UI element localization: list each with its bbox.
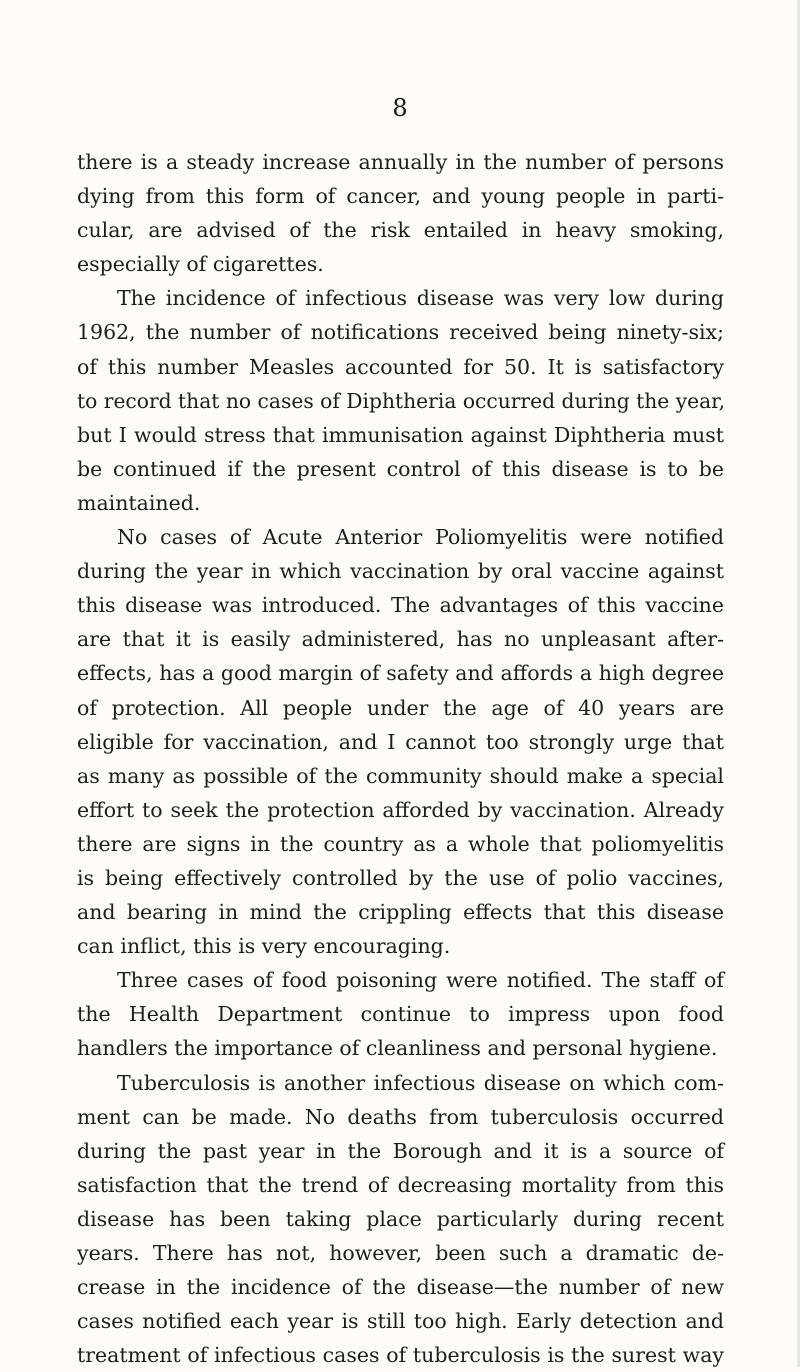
text-line: of this number Measles accounted for 50. It is satisfactory [77, 354, 724, 379]
text-line: effort to seek the protection afforded by vaccination. Already [77, 797, 724, 822]
text-line: The incidence of infectious disease was very low during [117, 286, 724, 311]
text-line: treatment of infectious cases of tuberculosis is the surest way [77, 1343, 724, 1368]
text-line: years. There has not, however, been such a dramatic de- [77, 1241, 724, 1265]
text-line: can inflict, this is very encouraging. [77, 934, 451, 959]
text-line: as many as possible of the community should make a special [77, 763, 724, 788]
text-line: satisfaction that the trend of decreasing mortality from this [77, 1172, 724, 1197]
page-number: 8 [392, 94, 408, 122]
text-line: disease has been taking place particularly during recent [77, 1206, 724, 1231]
text-line: eligible for vaccination, and I cannot too strongly urge that [77, 729, 724, 754]
text-line: to record that no cases of Diphtheria occurred during the year, [77, 388, 726, 413]
text-line: 1962, the number of notifications received being ninety-six; [77, 320, 724, 345]
text-line: be continued if the present control of this disease is to be [77, 456, 724, 481]
text-line: the Health Department continue to impress upon food [77, 1002, 724, 1027]
text-line: handlers the importance of cleanliness and personal hygiene. [77, 1036, 718, 1061]
text-line: there is a steady increase annually in the number of persons [77, 150, 724, 174]
text-line: dying from this form of cancer, and young people in parti- [77, 184, 724, 209]
text-line: ment can be made. No deaths from tuberculosis occurred [77, 1104, 724, 1129]
report-body-text [77, 145, 724, 1372]
text-line: this disease was introduced. The advantages of this vaccine [77, 593, 724, 618]
text-line: Tuberculosis is another infectious disease on which com- [117, 1070, 724, 1095]
text-line: during the past year in the Borough and it is a source of [77, 1138, 724, 1163]
text-line: effects, has a good margin of safety and affords a high degree [77, 661, 724, 686]
text-line: but I would stress that immunisation against Diphtheria must [77, 422, 724, 447]
text-line: No cases of Acute Anterior Poliomyelitis were notified [117, 525, 724, 550]
text-line: maintained. [77, 490, 201, 515]
text-line: is being effectively controlled by the use of polio vaccines, [77, 865, 724, 890]
text-line: especially of cigarettes. [77, 252, 324, 277]
text-line: and bearing in mind the crippling effects that this disease [77, 900, 724, 925]
text-line: there are signs in the country as a whole that poliomyelitis [77, 831, 724, 856]
text-line: crease in the incidence of the disease—the number of new [77, 1275, 724, 1300]
text-line: during the year in which vaccination by oral vaccine against [77, 559, 724, 584]
text-line: cular, are advised of the risk entailed in heavy smoking, [77, 218, 724, 243]
text-line: cases notified each year is still too high. Early detection and [77, 1309, 724, 1334]
text-line: Three cases of food poisoning were notified. The staff of [117, 968, 724, 993]
text-line: of protection. All people under the age of 40 years are [77, 695, 724, 720]
text-line: are that it is easily administered, has no unpleasant after- [77, 627, 724, 652]
